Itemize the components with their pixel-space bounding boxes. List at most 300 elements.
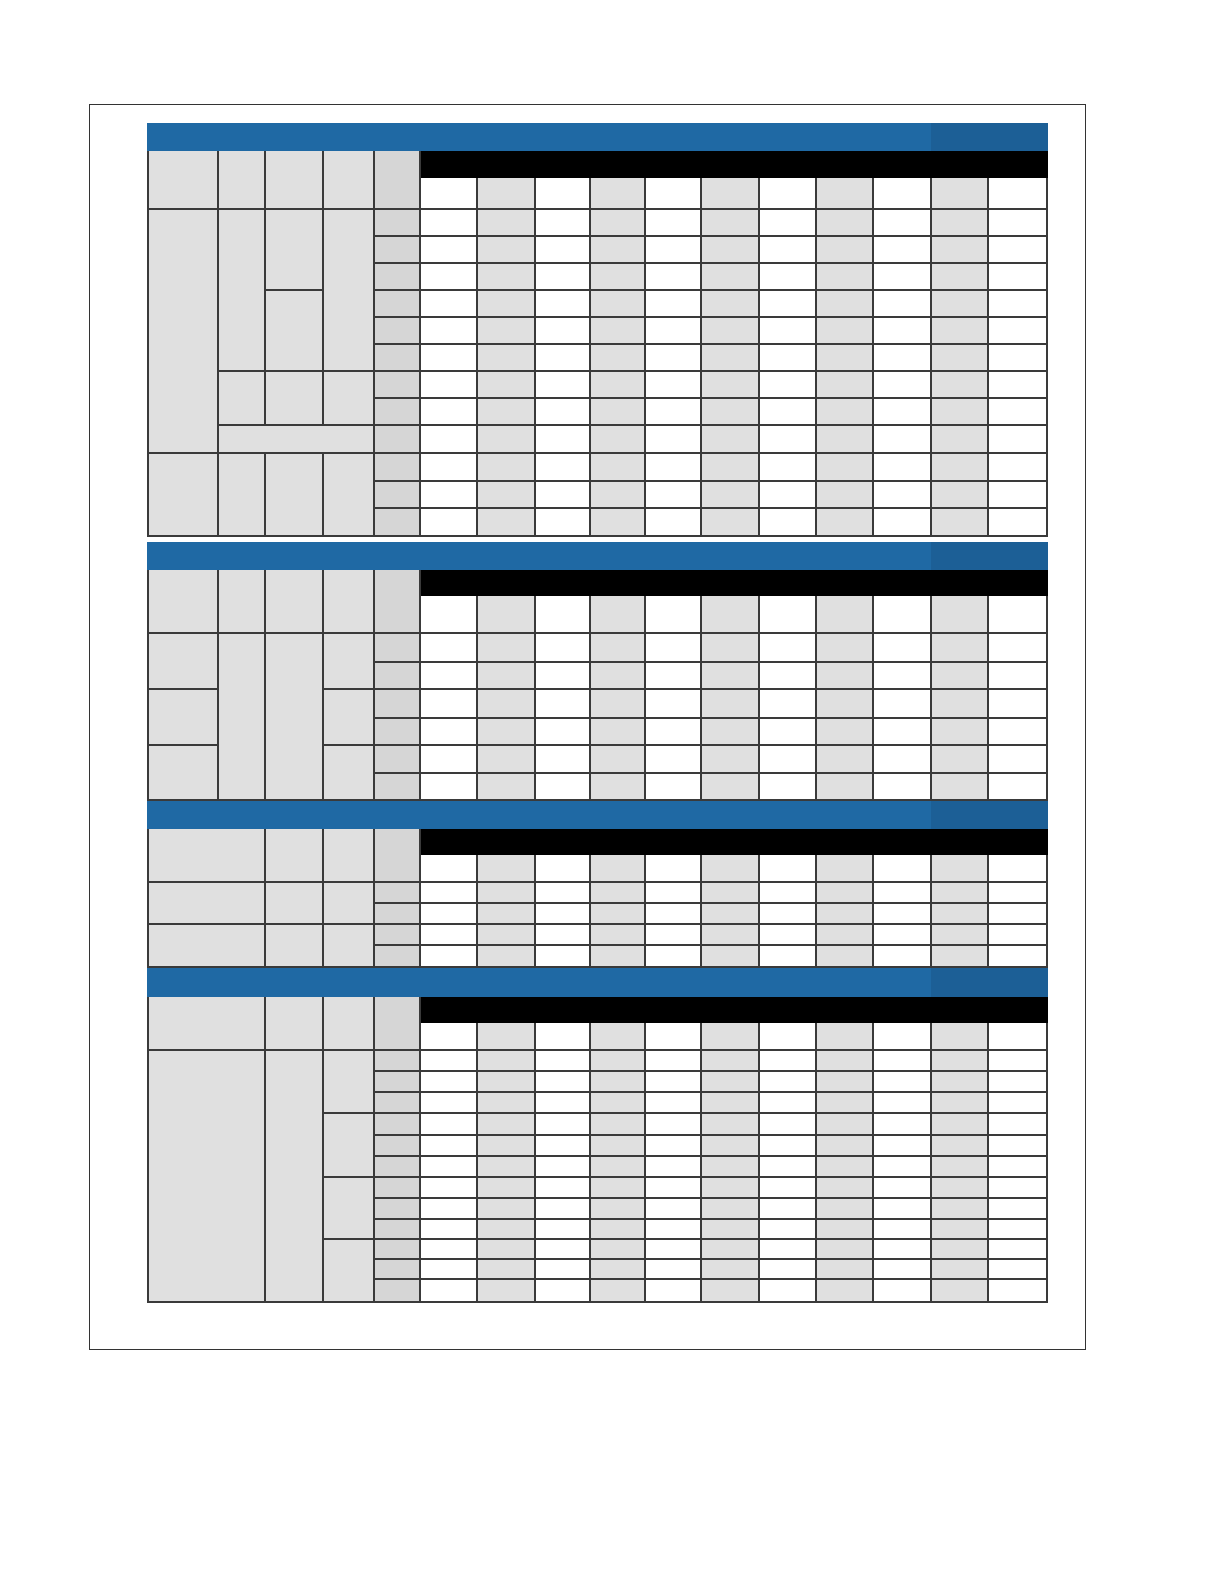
row-sub-label bbox=[375, 509, 421, 537]
data-cell bbox=[760, 318, 817, 345]
data-cell bbox=[817, 1199, 874, 1220]
data-cell bbox=[478, 883, 536, 904]
data-cell bbox=[421, 509, 478, 537]
data-cell bbox=[760, 1136, 817, 1157]
data-column-header bbox=[702, 1023, 760, 1051]
data-cell bbox=[817, 663, 874, 690]
data-cell bbox=[989, 482, 1048, 509]
data-cell bbox=[536, 946, 591, 968]
data-cell bbox=[478, 719, 536, 746]
data-cell bbox=[591, 1240, 646, 1260]
data-cell bbox=[591, 946, 646, 968]
data-column-header bbox=[932, 596, 989, 634]
data-column-header bbox=[591, 855, 646, 883]
data-cell bbox=[702, 237, 760, 264]
data-cell bbox=[421, 946, 478, 968]
row-sub-label bbox=[375, 1114, 421, 1136]
data-cell bbox=[874, 1178, 932, 1199]
data-cell bbox=[536, 1136, 591, 1157]
data-cell bbox=[421, 264, 478, 291]
data-cell bbox=[932, 372, 989, 399]
data-column-header bbox=[478, 178, 536, 210]
column-header-label bbox=[266, 829, 324, 883]
data-cell bbox=[421, 904, 478, 925]
data-cell bbox=[989, 1114, 1048, 1136]
column-header-label bbox=[266, 570, 324, 634]
column-header-label bbox=[266, 997, 324, 1051]
data-cell bbox=[536, 399, 591, 426]
data-cell bbox=[760, 746, 817, 774]
data-cell bbox=[932, 719, 989, 746]
data-cell bbox=[702, 1280, 760, 1303]
data-cell bbox=[760, 1072, 817, 1093]
data-cell bbox=[702, 883, 760, 904]
row-sub-label bbox=[375, 1199, 421, 1220]
data-cell bbox=[760, 1051, 817, 1072]
data-cell bbox=[478, 482, 536, 509]
data-cell bbox=[591, 690, 646, 719]
data-cell bbox=[760, 1178, 817, 1199]
data-column-header bbox=[817, 596, 874, 634]
data-cell bbox=[478, 1114, 536, 1136]
data-column-header bbox=[874, 1023, 932, 1051]
row-sub-label bbox=[375, 1178, 421, 1199]
data-cell bbox=[760, 634, 817, 663]
data-cell bbox=[702, 291, 760, 318]
data-cell bbox=[536, 663, 591, 690]
data-cell bbox=[536, 318, 591, 345]
data-cell bbox=[989, 237, 1048, 264]
data-cell bbox=[702, 318, 760, 345]
row-sub-label bbox=[375, 1136, 421, 1157]
data-cell bbox=[874, 1072, 932, 1093]
data-cell bbox=[478, 237, 536, 264]
data-cell bbox=[646, 1280, 702, 1303]
data-cell bbox=[874, 237, 932, 264]
data-cell bbox=[421, 925, 478, 946]
data-cell bbox=[989, 1199, 1048, 1220]
data-cell bbox=[536, 1051, 591, 1072]
data-cell bbox=[989, 1260, 1048, 1280]
data-cell bbox=[932, 345, 989, 372]
data-cell bbox=[702, 372, 760, 399]
data-cell bbox=[817, 318, 874, 345]
data-cell bbox=[760, 1260, 817, 1280]
data-cell bbox=[421, 399, 478, 426]
data-cell bbox=[591, 1051, 646, 1072]
data-cell bbox=[874, 1114, 932, 1136]
data-cell bbox=[421, 1240, 478, 1260]
data-cell bbox=[478, 925, 536, 946]
data-cell bbox=[817, 482, 874, 509]
data-cell bbox=[702, 1240, 760, 1260]
data-cell bbox=[702, 1051, 760, 1072]
data-cell bbox=[817, 634, 874, 663]
data-cell bbox=[478, 946, 536, 968]
data-cell bbox=[932, 1240, 989, 1260]
row-sub-label bbox=[375, 345, 421, 372]
data-cell bbox=[989, 345, 1048, 372]
data-cell bbox=[989, 1220, 1048, 1240]
data-cell bbox=[702, 482, 760, 509]
column-header-label bbox=[147, 151, 219, 210]
data-cell bbox=[760, 210, 817, 237]
data-cell bbox=[591, 291, 646, 318]
data-cell bbox=[760, 925, 817, 946]
data-cell bbox=[421, 883, 478, 904]
data-cell bbox=[536, 1280, 591, 1303]
data-cell bbox=[536, 746, 591, 774]
data-cell bbox=[478, 634, 536, 663]
row-sub-label bbox=[375, 1240, 421, 1260]
data-cell bbox=[932, 1260, 989, 1280]
data-cell bbox=[646, 1051, 702, 1072]
data-cell bbox=[932, 1280, 989, 1303]
data-cell bbox=[536, 904, 591, 925]
data-cell bbox=[989, 1280, 1048, 1303]
data-cell bbox=[478, 1280, 536, 1303]
data-cell bbox=[421, 426, 478, 454]
data-cell bbox=[702, 426, 760, 454]
row-sub-label bbox=[375, 372, 421, 399]
data-cell bbox=[591, 1220, 646, 1240]
data-cell bbox=[478, 345, 536, 372]
data-cell bbox=[646, 509, 702, 537]
data-cell bbox=[421, 1072, 478, 1093]
data-cell bbox=[989, 883, 1048, 904]
data-cell bbox=[760, 345, 817, 372]
data-column-header bbox=[817, 855, 874, 883]
data-cell bbox=[591, 925, 646, 946]
data-cell bbox=[478, 454, 536, 482]
data-cell bbox=[536, 883, 591, 904]
data-cell bbox=[817, 399, 874, 426]
data-cell bbox=[591, 1114, 646, 1136]
section-title-bar bbox=[147, 801, 1048, 829]
data-cell bbox=[760, 291, 817, 318]
data-cell bbox=[989, 634, 1048, 663]
data-cell bbox=[874, 291, 932, 318]
data-cell bbox=[646, 318, 702, 345]
data-cell bbox=[989, 746, 1048, 774]
data-cell bbox=[874, 1051, 932, 1072]
data-cell bbox=[536, 237, 591, 264]
data-cell bbox=[478, 690, 536, 719]
data-cell bbox=[591, 1072, 646, 1093]
data-cell bbox=[932, 1157, 989, 1178]
data-cell bbox=[421, 1280, 478, 1303]
data-cell bbox=[536, 1157, 591, 1178]
data-cell bbox=[760, 509, 817, 537]
row-sub-label bbox=[375, 946, 421, 968]
data-cell bbox=[932, 946, 989, 968]
data-cell bbox=[591, 426, 646, 454]
data-column-header bbox=[817, 1023, 874, 1051]
data-cell bbox=[989, 774, 1048, 801]
data-cell bbox=[760, 774, 817, 801]
data-cell bbox=[760, 1093, 817, 1114]
data-cell bbox=[932, 482, 989, 509]
data-cell bbox=[817, 1051, 874, 1072]
data-column-header bbox=[932, 1023, 989, 1051]
data-cell bbox=[536, 1199, 591, 1220]
data-cell bbox=[874, 634, 932, 663]
data-cell bbox=[760, 1220, 817, 1240]
data-cell bbox=[478, 264, 536, 291]
data-cell bbox=[760, 237, 817, 264]
data-cell bbox=[646, 1136, 702, 1157]
column-header-label bbox=[219, 151, 266, 210]
column-group-header bbox=[421, 997, 1048, 1023]
data-cell bbox=[817, 1093, 874, 1114]
data-cell bbox=[646, 663, 702, 690]
data-cell bbox=[591, 1199, 646, 1220]
data-cell bbox=[817, 690, 874, 719]
row-sub-label bbox=[375, 237, 421, 264]
data-cell bbox=[702, 210, 760, 237]
data-cell bbox=[591, 482, 646, 509]
data-cell bbox=[591, 210, 646, 237]
data-cell bbox=[874, 746, 932, 774]
column-header-label bbox=[147, 997, 266, 1051]
data-cell bbox=[702, 264, 760, 291]
data-cell bbox=[478, 372, 536, 399]
data-cell bbox=[421, 291, 478, 318]
data-cell bbox=[702, 1072, 760, 1093]
data-cell bbox=[478, 1240, 536, 1260]
data-cell bbox=[646, 1178, 702, 1199]
data-cell bbox=[817, 1240, 874, 1260]
data-cell bbox=[421, 482, 478, 509]
data-cell bbox=[702, 904, 760, 925]
row-sub-label bbox=[375, 210, 421, 237]
data-cell bbox=[932, 634, 989, 663]
data-cell bbox=[536, 291, 591, 318]
data-cell bbox=[989, 372, 1048, 399]
data-cell bbox=[421, 454, 478, 482]
data-cell bbox=[874, 1260, 932, 1280]
data-cell bbox=[591, 634, 646, 663]
data-cell bbox=[817, 1136, 874, 1157]
data-cell bbox=[989, 264, 1048, 291]
data-column-header bbox=[760, 596, 817, 634]
data-cell bbox=[989, 399, 1048, 426]
data-cell bbox=[478, 426, 536, 454]
row-sub-label bbox=[375, 634, 421, 663]
data-cell bbox=[989, 904, 1048, 925]
data-cell bbox=[874, 946, 932, 968]
data-column-header bbox=[536, 178, 591, 210]
data-cell bbox=[760, 883, 817, 904]
data-column-header bbox=[989, 178, 1048, 210]
row-sub-label bbox=[375, 318, 421, 345]
data-cell bbox=[989, 509, 1048, 537]
data-cell bbox=[646, 904, 702, 925]
data-cell bbox=[874, 426, 932, 454]
row-sub-label bbox=[375, 663, 421, 690]
data-cell bbox=[646, 237, 702, 264]
data-cell bbox=[817, 746, 874, 774]
data-cell bbox=[421, 318, 478, 345]
row-sub-label bbox=[375, 690, 421, 719]
data-cell bbox=[989, 1051, 1048, 1072]
data-cell bbox=[817, 774, 874, 801]
data-cell bbox=[874, 318, 932, 345]
blank-form-table bbox=[147, 123, 1048, 1303]
data-cell bbox=[817, 426, 874, 454]
data-cell bbox=[421, 663, 478, 690]
data-cell bbox=[536, 774, 591, 801]
data-column-header bbox=[932, 855, 989, 883]
data-cell bbox=[932, 318, 989, 345]
data-cell bbox=[874, 774, 932, 801]
data-cell bbox=[817, 237, 874, 264]
data-cell bbox=[646, 1260, 702, 1280]
data-cell bbox=[536, 210, 591, 237]
data-cell bbox=[989, 210, 1048, 237]
row-sub-label bbox=[375, 264, 421, 291]
column-header-label bbox=[324, 151, 375, 210]
data-cell bbox=[421, 1199, 478, 1220]
data-cell bbox=[817, 1178, 874, 1199]
column-header-label bbox=[324, 829, 375, 883]
data-cell bbox=[874, 1240, 932, 1260]
data-column-header bbox=[760, 855, 817, 883]
row-sub-label bbox=[375, 399, 421, 426]
row-sub-label bbox=[375, 883, 421, 904]
data-column-header bbox=[760, 1023, 817, 1051]
data-cell bbox=[478, 1199, 536, 1220]
data-cell bbox=[874, 454, 932, 482]
data-cell bbox=[760, 690, 817, 719]
data-cell bbox=[760, 1280, 817, 1303]
data-cell bbox=[874, 904, 932, 925]
data-cell bbox=[478, 774, 536, 801]
data-cell bbox=[817, 883, 874, 904]
data-cell bbox=[536, 925, 591, 946]
data-cell bbox=[760, 1240, 817, 1260]
data-cell bbox=[702, 690, 760, 719]
data-column-header bbox=[421, 1023, 478, 1051]
data-cell bbox=[478, 1260, 536, 1280]
data-cell bbox=[478, 663, 536, 690]
data-cell bbox=[591, 264, 646, 291]
data-column-header bbox=[478, 596, 536, 634]
data-cell bbox=[989, 426, 1048, 454]
data-column-header bbox=[478, 855, 536, 883]
data-cell bbox=[874, 883, 932, 904]
data-cell bbox=[874, 345, 932, 372]
data-cell bbox=[536, 1072, 591, 1093]
data-cell bbox=[478, 210, 536, 237]
data-cell bbox=[760, 1157, 817, 1178]
column-header-label bbox=[375, 570, 421, 634]
row-sub-label bbox=[375, 774, 421, 801]
data-cell bbox=[932, 454, 989, 482]
row-sub-label bbox=[375, 1072, 421, 1093]
data-cell bbox=[536, 345, 591, 372]
data-cell bbox=[702, 1157, 760, 1178]
data-cell bbox=[932, 1136, 989, 1157]
data-cell bbox=[874, 1199, 932, 1220]
data-column-header bbox=[421, 596, 478, 634]
data-cell bbox=[478, 318, 536, 345]
data-cell bbox=[932, 509, 989, 537]
data-cell bbox=[591, 399, 646, 426]
data-cell bbox=[817, 1114, 874, 1136]
data-cell bbox=[932, 1178, 989, 1199]
data-cell bbox=[646, 291, 702, 318]
data-cell bbox=[536, 1260, 591, 1280]
data-cell bbox=[646, 925, 702, 946]
data-cell bbox=[646, 264, 702, 291]
data-cell bbox=[536, 509, 591, 537]
data-cell bbox=[536, 426, 591, 454]
data-cell bbox=[932, 426, 989, 454]
data-cell bbox=[646, 774, 702, 801]
data-cell bbox=[874, 1157, 932, 1178]
data-cell bbox=[591, 345, 646, 372]
data-cell bbox=[760, 1114, 817, 1136]
data-cell bbox=[421, 1157, 478, 1178]
row-sub-label bbox=[375, 482, 421, 509]
data-cell bbox=[702, 345, 760, 372]
data-cell bbox=[478, 399, 536, 426]
data-column-header bbox=[932, 178, 989, 210]
data-cell bbox=[421, 1220, 478, 1240]
data-cell bbox=[536, 1220, 591, 1240]
data-cell bbox=[591, 746, 646, 774]
data-cell bbox=[817, 904, 874, 925]
data-column-header bbox=[421, 855, 478, 883]
column-group-header bbox=[421, 151, 1048, 178]
data-cell bbox=[874, 264, 932, 291]
column-group-header bbox=[421, 570, 1048, 596]
data-cell bbox=[817, 372, 874, 399]
data-cell bbox=[989, 946, 1048, 968]
data-cell bbox=[591, 372, 646, 399]
data-column-header bbox=[646, 178, 702, 210]
row-sub-label bbox=[375, 719, 421, 746]
data-cell bbox=[421, 1114, 478, 1136]
data-cell bbox=[421, 719, 478, 746]
data-cell bbox=[932, 1114, 989, 1136]
data-cell bbox=[989, 1178, 1048, 1199]
data-column-header bbox=[646, 1023, 702, 1051]
data-cell bbox=[760, 399, 817, 426]
data-column-header bbox=[646, 855, 702, 883]
data-cell bbox=[760, 663, 817, 690]
data-cell bbox=[646, 946, 702, 968]
data-cell bbox=[932, 663, 989, 690]
data-cell bbox=[874, 1220, 932, 1240]
data-cell bbox=[702, 1199, 760, 1220]
data-cell bbox=[646, 482, 702, 509]
data-cell bbox=[421, 237, 478, 264]
data-cell bbox=[421, 1178, 478, 1199]
data-column-header bbox=[874, 178, 932, 210]
data-cell bbox=[591, 1280, 646, 1303]
data-cell bbox=[646, 1093, 702, 1114]
data-cell bbox=[989, 719, 1048, 746]
column-header-label bbox=[147, 570, 219, 634]
data-cell bbox=[536, 454, 591, 482]
data-cell bbox=[702, 1136, 760, 1157]
data-cell bbox=[536, 1114, 591, 1136]
column-header-label bbox=[375, 151, 421, 210]
data-cell bbox=[646, 883, 702, 904]
column-header-label bbox=[266, 151, 324, 210]
